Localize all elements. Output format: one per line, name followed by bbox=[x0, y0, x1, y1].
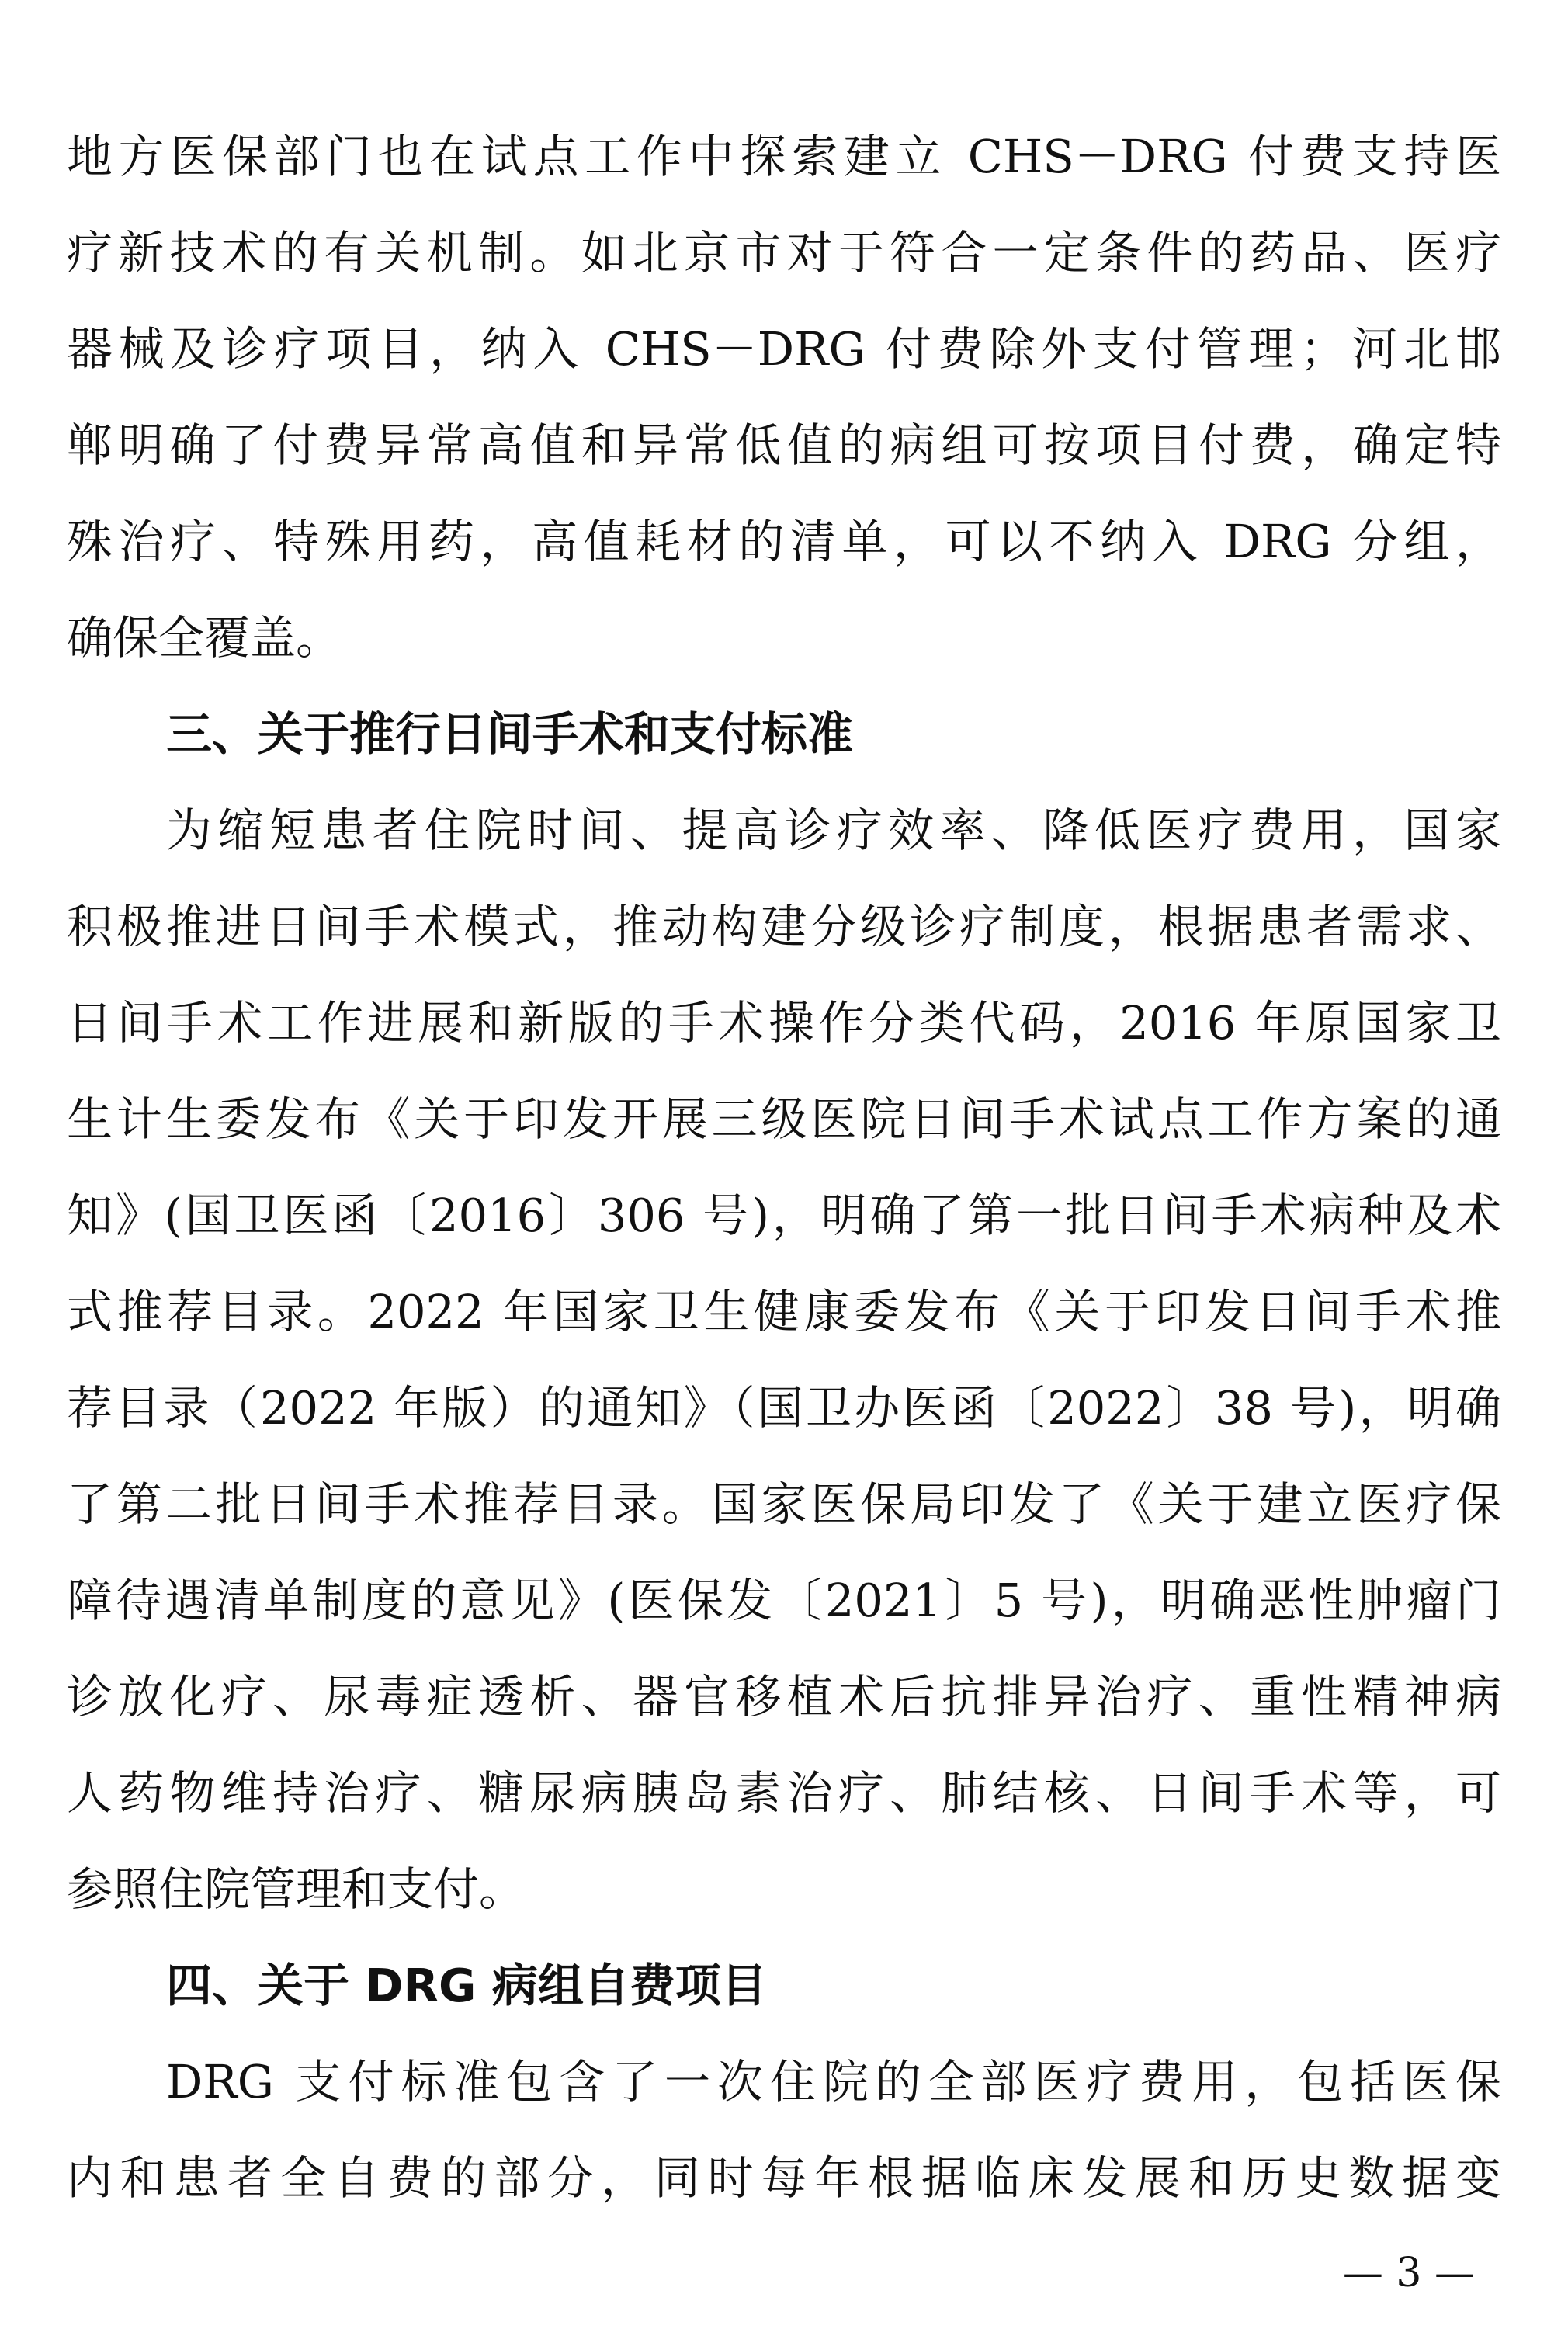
text-line: 日间手术工作进展和新版的手术操作分类代码，2016 年原国家卫 bbox=[67, 996, 1501, 1050]
text-line: 地方医保部门也在试点工作中探索建立 CHS－DRG 付费支持医 bbox=[67, 130, 1501, 183]
text-line: 障待遇清单制度的意见》(医保发〔2021〕5 号)，明确恶性肿瘤门 bbox=[67, 1574, 1501, 1627]
page-number: — 3 — bbox=[1342, 2250, 1475, 2296]
text-line: 器械及诊疗项目，纳入 CHS－DRG 付费除外支付管理；河北邯 bbox=[67, 322, 1501, 376]
text-line: 内和患者全自费的部分，同时每年根据临床发展和历史数据变 bbox=[67, 2151, 1501, 2205]
text-line: DRG 支付标准包含了一次住院的全部医疗费用，包括医保 bbox=[166, 2055, 1501, 2109]
section-heading: 三、关于推行日间手术和支付标准 bbox=[166, 707, 854, 761]
text-line: 确保全覆盖。 bbox=[67, 611, 342, 665]
text-line: 诊放化疗、尿毒症透析、器官移植术后抗排异治疗、重性精神病 bbox=[67, 1670, 1501, 1723]
text-line: 为缩短患者住院时间、提高诊疗效率、降低医疗费用，国家 bbox=[166, 804, 1501, 857]
text-line: 荐目录（2022 年版）的通知》（国卫办医函〔2022〕38 号)，明确 bbox=[67, 1381, 1501, 1435]
text-line: 知》(国卫医函〔2016〕306 号)，明确了第一批日间手术病种及术 bbox=[67, 1189, 1501, 1242]
text-line: 式推荐目录。2022 年国家卫生健康委发布《关于印发日间手术推 bbox=[67, 1285, 1501, 1338]
section-heading: 四、关于 DRG 病组自费项目 bbox=[166, 1959, 767, 2012]
text-line: 殊治疗、特殊用药，高值耗材的清单，可以不纳入 DRG 分组， bbox=[67, 515, 1501, 568]
text-line: 疗新技术的有关机制。如北京市对于符合一定条件的药品、医疗 bbox=[67, 226, 1501, 279]
text-line: 人药物维持治疗、糖尿病胰岛素治疗、肺结核、日间手术等，可 bbox=[67, 1766, 1501, 1820]
text-line: 郸明确了付费异常高值和异常低值的病组可按项目付费，确定特 bbox=[67, 418, 1501, 472]
text-line: 参照住院管理和支付。 bbox=[67, 1862, 526, 1916]
text-line: 了第二批日间手术推荐目录。国家医保局印发了《关于建立医疗保 bbox=[67, 1477, 1501, 1531]
text-line: 积极推进日间手术模式，推动构建分级诊疗制度，根据患者需求、 bbox=[67, 900, 1501, 953]
text-line: 生计生委发布《关于印发开展三级医院日间手术试点工作方案的通 bbox=[67, 1092, 1501, 1146]
